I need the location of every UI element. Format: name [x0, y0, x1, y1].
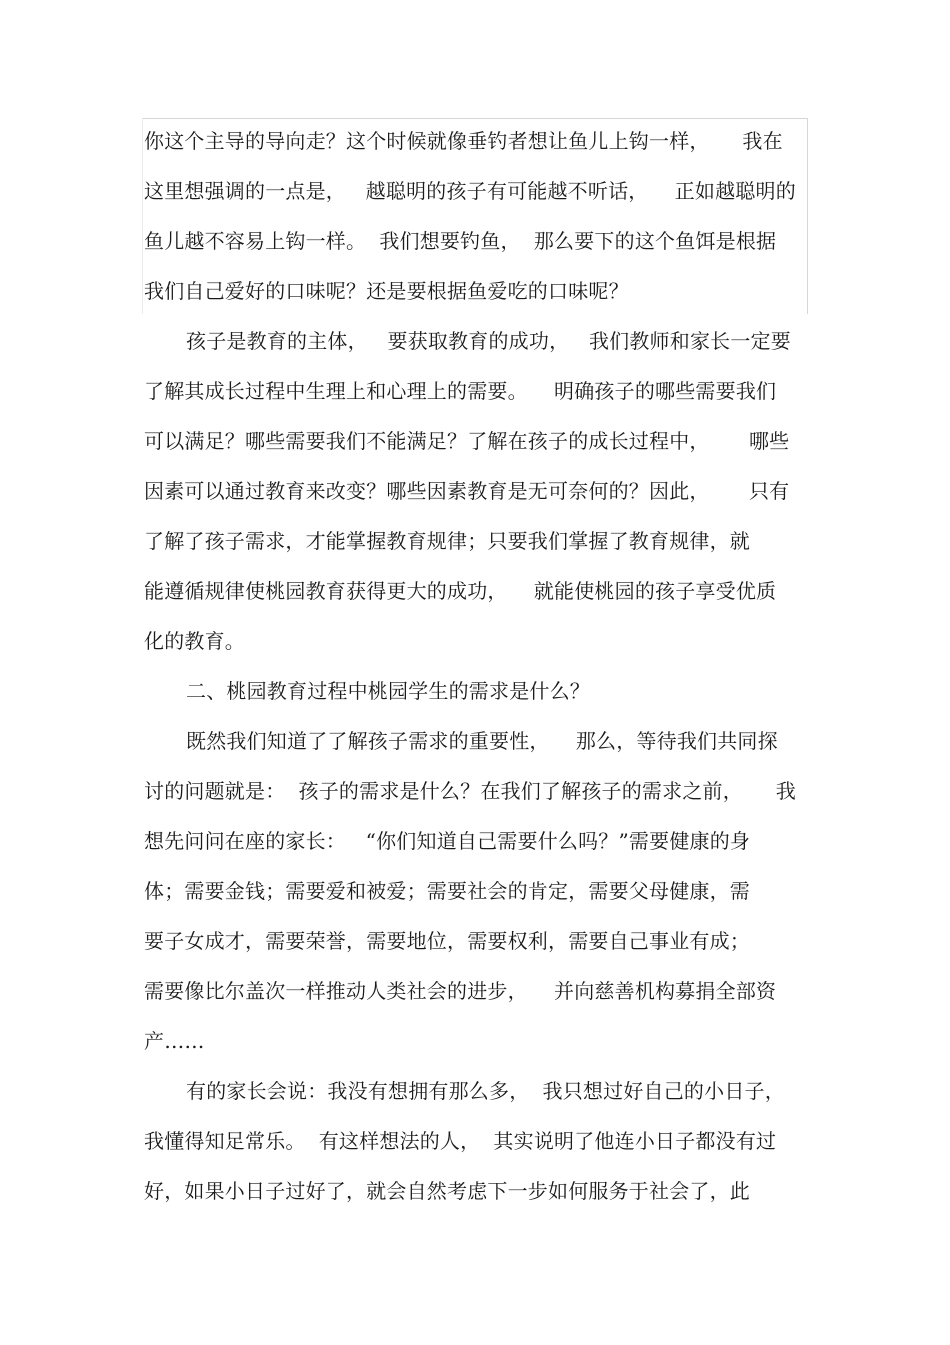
text-line: 因素可以通过教育来改变？哪些因素教育是无可奈何的？因此， 只有 — [144, 479, 790, 503]
text-line: 我懂得知足常乐。 有这样想法的人， 其实说明了他连小日子都没有过 — [144, 1129, 777, 1153]
text-line: 可以满足？哪些需要我们不能满足？了解在孩子的成长过程中， 哪些 — [144, 429, 790, 453]
text-line: 讨的问题就是： 孩子的需求是什么？在我们了解孩子的需求之前， 我 — [144, 779, 796, 803]
paragraph-start-line: 孩子是教育的主体， 要获取教育的成功， 我们教师和家长一定要 — [186, 329, 791, 353]
text-line: 这里想强调的一点是， 越聪明的孩子有可能越不听话， 正如越聪明的 — [144, 179, 796, 203]
paragraph-start-line: 既然我们知道了了解孩子需求的重要性， 那么，等待我们共同探 — [186, 729, 778, 753]
paragraph-start-line: 有的家长会说：我没有想拥有那么多， 我只想过好自己的小日子， — [186, 1079, 785, 1103]
text-line: 了解其成长过程中生理上和心理上的需要。 明确孩子的哪些需要我们 — [144, 379, 777, 403]
text-line: 我们自己爱好的口味呢？还是要根据鱼爱吃的口味呢？ — [144, 279, 629, 303]
text-line: 鱼儿越不容易上钩一样。 我们想要钓鱼， 那么要下的这个鱼饵是根据 — [144, 229, 777, 253]
text-line: 想先问问在座的家长： “你们知道自己需要什么吗？”需要健康的身 — [144, 829, 751, 853]
text-line: 了解了孩子需求，才能掌握教育规律；只要我们掌握了教育规律，就 — [144, 529, 750, 553]
text-line: 需要像比尔盖次一样推动人类社会的进步， 并向慈善机构募捐全部资 — [144, 979, 777, 1003]
text-line: 化的教育。 — [144, 629, 245, 653]
section-heading: 二、桃园教育过程中桃园学生的需求是什么？ — [186, 679, 590, 703]
text-line: 要子女成才，需要荣誉，需要地位，需要权利，需要自己事业有成； — [144, 929, 750, 953]
text-line: 你这个主导的导向走？这个时候就像垂钓者想让鱼儿上钩一样， 我在 — [144, 129, 783, 153]
text-line: 体；需要金钱；需要爱和被爱；需要社会的肯定，需要父母健康，需 — [144, 879, 750, 903]
text-line: 能遵循规律使桃园教育获得更大的成功， 就能使桃园的孩子享受优质 — [144, 579, 777, 603]
text-line: 好，如果小日子过好了，就会自然考虑下一步如何服务于社会了，此 — [144, 1179, 750, 1203]
text-line: 产…… — [144, 1029, 205, 1053]
